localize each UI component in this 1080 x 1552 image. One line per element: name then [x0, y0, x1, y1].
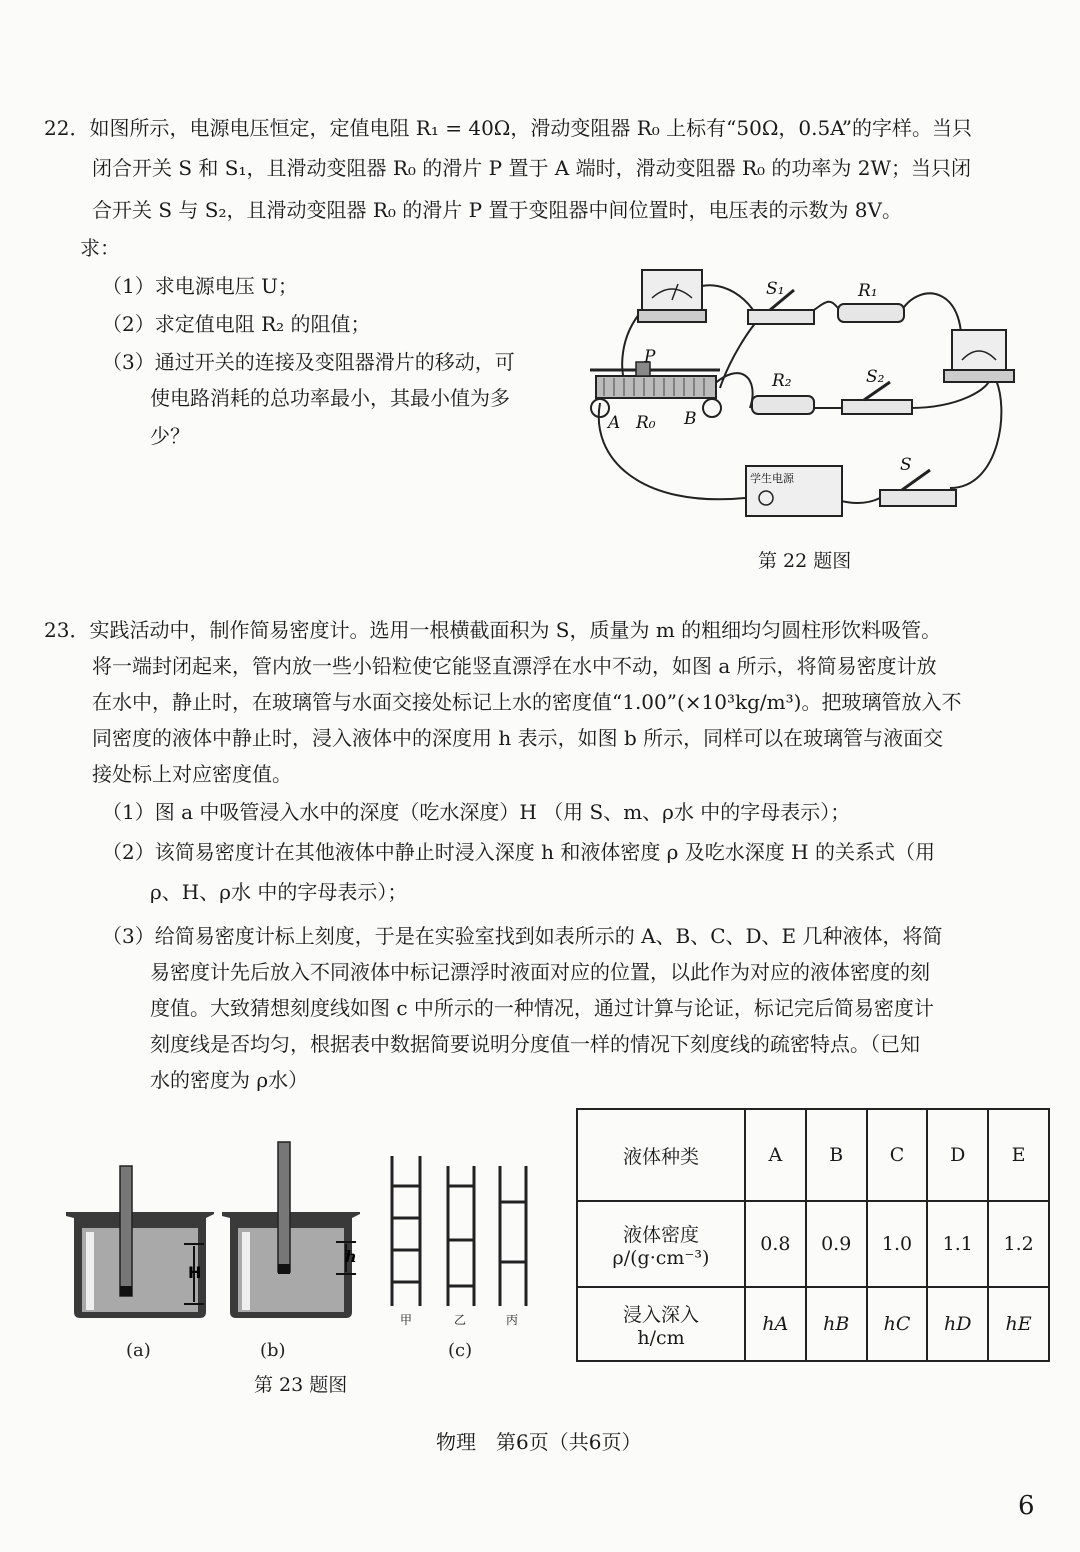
q23-caption: 第 23 题图 [254, 1374, 348, 1396]
q23-line4: 同密度的液体中静止时，浸入液体中的深度用 h 表示，如图 b 所示，同样可以在玻璃管与液面交 [92, 726, 944, 750]
resistor-r2-icon [752, 396, 814, 414]
table-header-cell: 液体种类 [577, 1109, 745, 1201]
table-cell: 1.2 [988, 1201, 1049, 1287]
table-header-cell [577, 1201, 745, 1287]
q23-sub3a: （3）给简易密度计标上刻度，于是在实验室找到如表所示的 A、B、C、D、E 几种液体，将简 [102, 924, 943, 948]
table-cell: hC [867, 1287, 928, 1361]
table-cell: D [927, 1109, 988, 1201]
label-h: h [345, 1247, 357, 1266]
label-H: H [188, 1263, 202, 1282]
density-label: 液体密度 [622, 1223, 699, 1246]
label-jia: 甲 [400, 1313, 413, 1327]
q23-sub2a: （2）该简易密度计在其他液体中静止时浸入深度 h 和液体密度 ρ 及吃水深度 H 的关系式（用 [102, 840, 935, 864]
q22-sub3c: 少？ [150, 424, 190, 448]
q23-line5: 接处标上对应密度值。 [92, 762, 292, 786]
label-r1: R₁ [858, 281, 878, 301]
label-b: B [684, 409, 697, 429]
meter-right-icon [952, 330, 1006, 374]
page-number: 6 [1018, 1491, 1035, 1521]
table-cell: E [988, 1109, 1049, 1201]
q22-sub3a: （3）通过开关的连接及变阻器滑片的移动，可 [102, 350, 515, 374]
label-s1: S₁ [766, 279, 785, 299]
switch-s1-icon [748, 310, 814, 324]
q23-sub3d: 刻度线是否均匀，根据表中数据简要说明分度值一样的情况下刻度线的疏密特点。（已知 [150, 1032, 920, 1056]
density-unit: ρ/(g·cm⁻³) [612, 1246, 710, 1269]
table-header-cell [577, 1287, 745, 1361]
q22-line2: 闭合开关 S 和 S₁，且滑动变阻器 R₀ 的滑片 P 置于 A 端时，滑动变阻器 R₀ 的功率为 2W；当只闭 [92, 156, 972, 180]
q22-sub3b: 使电路消耗的总功率最小，其最小值为多 [150, 386, 510, 410]
table-cell: hE [988, 1287, 1049, 1361]
table-row [577, 1287, 1049, 1361]
q22-sub1: （1）求电源电压 U； [102, 274, 298, 298]
circuit-diagram [580, 258, 1020, 528]
table-cell: A [745, 1109, 806, 1201]
table-cell: 0.9 [806, 1201, 867, 1287]
q22-sub2: （2）求定值电阻 R₂ 的阻值； [102, 312, 371, 336]
label-a: A [608, 413, 621, 433]
beaker-b-icon [222, 1142, 360, 1318]
q23-sub3c: 度值。大致猜想刻度线如图 c 中所示的一种情况，通过计算与论证，标记完后简易密度计 [150, 996, 934, 1020]
meter-top-icon [642, 270, 702, 312]
density-figures [60, 1136, 560, 1366]
table-cell: C [867, 1109, 928, 1201]
label-s2: S₂ [866, 367, 885, 387]
label-r0: R₀ [636, 413, 656, 433]
table-row [577, 1201, 1049, 1287]
table-cell: 0.8 [745, 1201, 806, 1287]
q22-ask: 求： [80, 236, 120, 260]
q23-sub3b: 易密度计先后放入不同液体中标记漂浮时液面对应的位置，以此作为对应的液体密度的刻 [150, 960, 930, 984]
q22-line3: 合开关 S 与 S₂，且滑动变阻器 R₀ 的滑片 P 置于变阻器中间位置时，电压表的示数为 8V。 [92, 198, 902, 222]
table-cell: 1.0 [867, 1201, 928, 1287]
table-cell: hA [745, 1287, 806, 1361]
label-yi: 乙 [454, 1313, 467, 1327]
label-s: S [900, 455, 912, 475]
label-r2: R₂ [772, 371, 792, 391]
table-cell: hB [806, 1287, 867, 1361]
beaker-a-icon [66, 1166, 214, 1318]
q22-caption: 第 22 题图 [758, 550, 852, 572]
q23-sub3e: 水的密度为 ρ水） [150, 1068, 309, 1092]
q23-line1: 23．实践活动中，制作简易密度计。选用一根横截面积为 S，质量为 m 的粗细均匀圆柱形饮料吸管。 [44, 618, 942, 642]
q23-line3: 在水中，静止时，在玻璃管与水面交接处标记上水的密度值“1.00”(×10³kg/m³)。把玻璃管放入不 [92, 690, 962, 714]
page-footer: 物理 第6页（共6页） [436, 1430, 642, 1454]
resistor-r1-icon [838, 304, 904, 322]
depth-label: 浸入深入 [622, 1303, 699, 1326]
label-p: P [644, 347, 656, 367]
label-psu: 学生电源 [750, 472, 794, 485]
table-cell: hD [927, 1287, 988, 1361]
table-cell: 1.1 [927, 1201, 988, 1287]
depth-unit: h/cm [637, 1326, 685, 1349]
switch-s2-icon [842, 400, 912, 414]
q22-line1: 22．如图所示，电源电压恒定，定值电阻 R₁ = 40Ω，滑动变阻器 R₀ 上标有“50Ω，0.5A”的字样。当只 [44, 116, 972, 140]
q23-sub2b: ρ、H、ρ水 中的字母表示）； [150, 880, 408, 904]
table-cell: B [806, 1109, 867, 1201]
label-fig-b: (b) [260, 1340, 286, 1361]
label-fig-c: (c) [448, 1340, 473, 1361]
label-fig-a: (a) [126, 1340, 151, 1361]
q23-line2: 将一端封闭起来，管内放一些小铅粒使它能竖直漂浮在水中不动，如图 a 所示，将简易密度计放 [92, 654, 937, 678]
scale-ladders-icon [392, 1156, 526, 1306]
q23-sub1: （1）图 a 中吸管浸入水中的深度（吃水深度）H （用 S、m、ρ水 中的字母表示）； [102, 800, 851, 824]
liquid-table [576, 1108, 1050, 1362]
table-row [577, 1109, 1049, 1201]
switch-s-icon [880, 490, 956, 506]
label-bing: 丙 [506, 1313, 519, 1327]
